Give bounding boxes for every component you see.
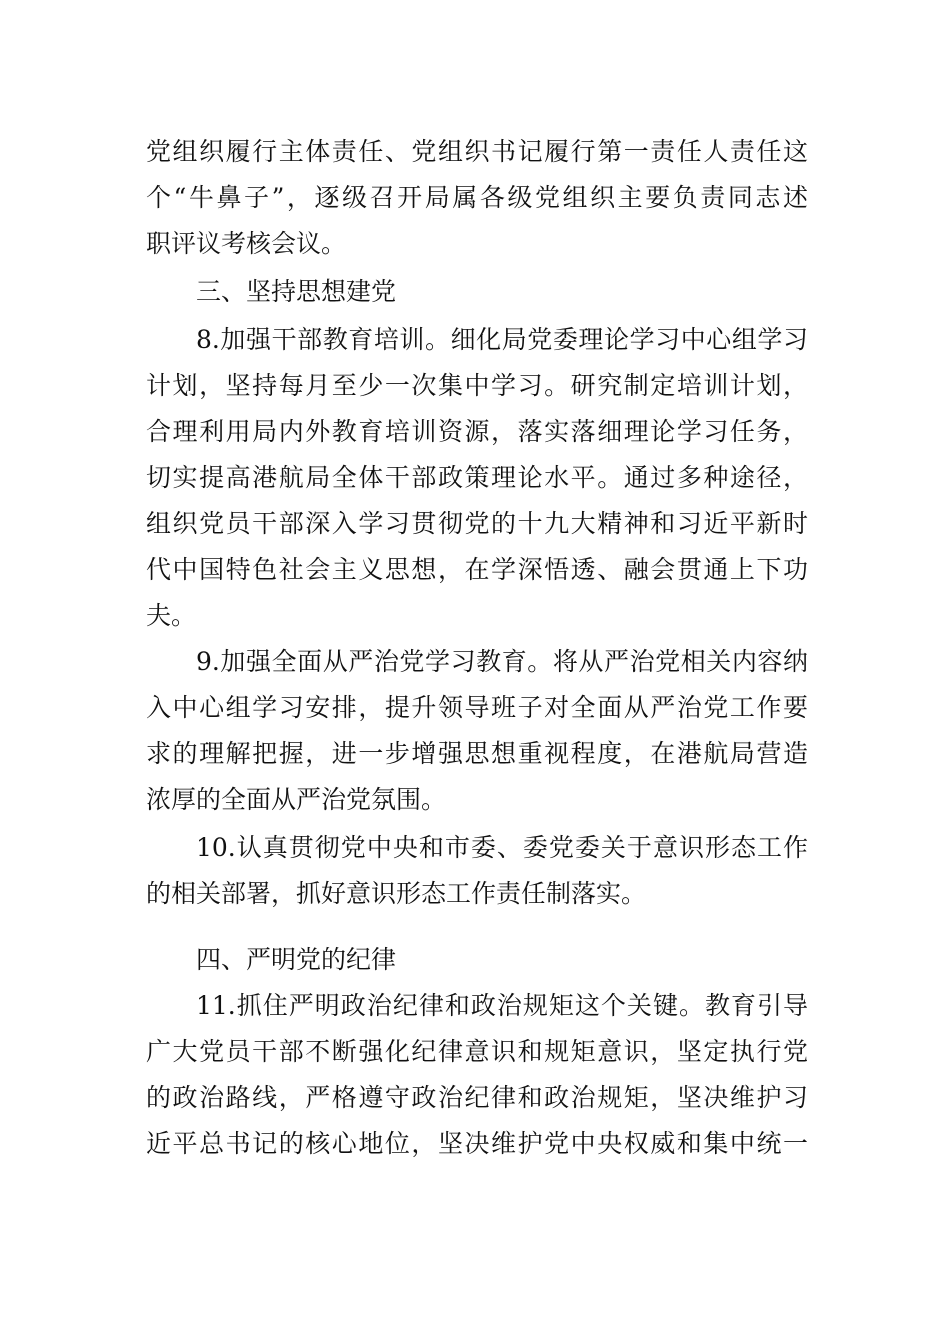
paragraph-line: 广大党员干部不断强化纪律意识和规矩意识，坚定执行党 [146, 1037, 808, 1066]
paragraph-line: 8.加强干部教育培训。细化局党委理论学习中心组学习 [196, 325, 808, 354]
paragraph-line: 9.加强全面从严治党学习教育。将从严治党相关内容纳 [196, 647, 808, 676]
section-heading: 四、严明党的纪律 [196, 945, 397, 974]
section-heading: 三、坚持思想建党 [196, 277, 397, 306]
paragraph-line: 代中国特色社会主义思想，在学深悟透、融会贯通上下功 [146, 555, 808, 584]
paragraph-line: 的相关部署，抓好意识形态工作责任制落实。 [146, 879, 647, 908]
paragraph-line: 夫。 [146, 601, 197, 630]
paragraph-line: 入中心组学习安排，提升领导班子对全面从严治党工作要 [146, 693, 808, 722]
paragraph-line: 个“牛鼻子”，逐级召开局属各级党组织主要负责同志述 [146, 183, 808, 212]
paragraph-line: 计划，坚持每月至少一次集中学习。研究制定培训计划， [146, 371, 808, 400]
paragraph-line: 党组织履行主体责任、党组织书记履行第一责任人责任这 [146, 137, 808, 166]
paragraph-line: 10.认真贯彻党中央和市委、委党委关于意识形态工作 [196, 833, 808, 862]
paragraph-line: 合理利用局内外教育培训资源，落实落细理论学习任务， [146, 417, 808, 446]
paragraph-line: 组织党员干部深入学习贯彻党的十九大精神和习近平新时 [146, 509, 808, 538]
paragraph-line: 近平总书记的核心地位，坚决维护党中央权威和集中统一 [146, 1129, 808, 1158]
paragraph-line: 11.抓住严明政治纪律和政治规矩这个关键。教育引导 [196, 991, 808, 1020]
paragraph-line: 求的理解把握，进一步增强思想重视程度，在港航局营造 [146, 739, 808, 768]
paragraph-line: 职评议考核会议。 [146, 229, 347, 258]
paragraph-line: 浓厚的全面从严治党氛围。 [146, 785, 447, 814]
paragraph-line: 的政治路线，严格遵守政治纪律和政治规矩，坚决维护习 [146, 1083, 808, 1112]
paragraph-line: 切实提高港航局全体干部政策理论水平。通过多种途径， [146, 463, 808, 492]
